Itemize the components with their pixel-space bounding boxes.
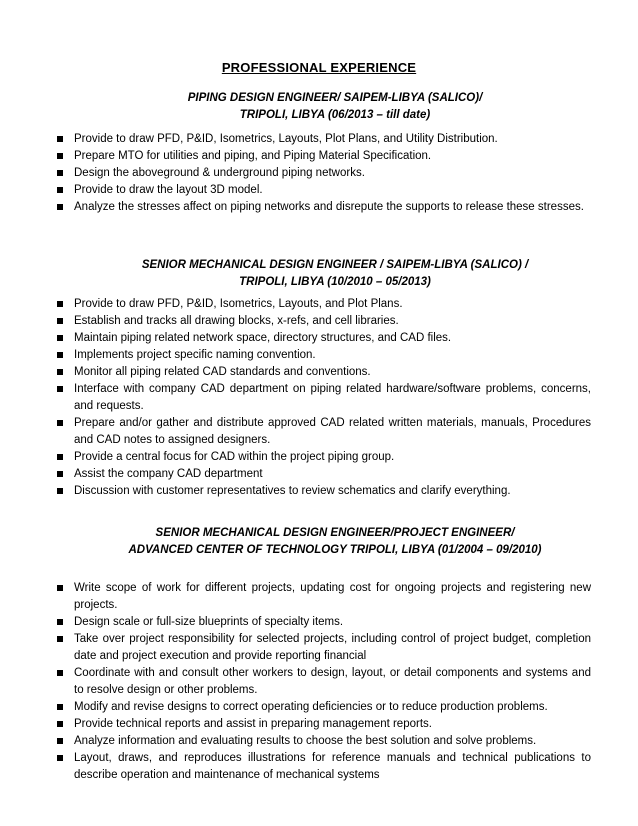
job-heading-3 [40, 525, 630, 559]
list-item: Design scale or full-size blueprints of specialty items. [56, 614, 591, 631]
square-bullet-icon [57, 153, 63, 159]
square-bullet-icon [57, 136, 63, 142]
square-bullet-icon [57, 335, 63, 341]
job-title-line2: TRIPOLI, LIBYA (10/2010 – 05/2013) [239, 276, 431, 288]
job-heading-2 [40, 257, 630, 291]
square-bullet-icon [57, 721, 63, 727]
list-item: Write scope of work for different projects, updating cost for ongoing projects and registering new projects. [56, 580, 591, 614]
job-title-line2: ADVANCED CENTER OF TECHNOLOGY TRIPOLI, LIBYA (01/2004 – 09/2010) [128, 544, 542, 556]
list-item: Modify and revise designs to correct operating deficiencies or to reduce production problems. [56, 699, 591, 716]
square-bullet-icon [57, 352, 63, 358]
list-item: Prepare MTO for utilities and piping, and Piping Material Specification. [56, 148, 591, 165]
list-item: Maintain piping related network space, directory structures, and CAD files. [56, 330, 591, 347]
list-item: Analyze the stresses affect on piping networks and disrepute the supports to release these stresses. [56, 199, 591, 216]
list-item: Discussion with customer representatives to review schematics and clarify everything. [56, 483, 591, 500]
square-bullet-icon [57, 420, 63, 426]
list-item: Provide to draw the layout 3D model. [56, 182, 591, 199]
square-bullet-icon [57, 454, 63, 460]
square-bullet-icon [57, 585, 63, 591]
square-bullet-icon [57, 755, 63, 761]
list-item: Design the aboveground & underground piping networks. [56, 165, 591, 182]
square-bullet-icon [57, 204, 63, 210]
list-item: Establish and tracks all drawing blocks, x-refs, and cell libraries. [56, 313, 591, 330]
list-item: Take over project responsibility for selected projects, including control of project budget, completion date and project execution and provide reporting financial [56, 631, 591, 665]
job-title-line1: PIPING DESIGN ENGINEER/ SAIPEM-LIBYA (SALICO)/ [187, 92, 483, 104]
job-title-line1: SENIOR MECHANICAL DESIGN ENGINEER/PROJECT ENGINEER/ [155, 527, 515, 539]
square-bullet-icon [57, 471, 63, 477]
square-bullet-icon [57, 670, 63, 676]
job-3-bullets [56, 580, 591, 784]
list-item: Coordinate with and consult other workers to design, layout, or detail components and systems and to resolve design or other problems. [56, 665, 591, 699]
list-item: Interface with company CAD department on piping related hardware/software problems, concerns, and requests. [56, 381, 591, 415]
list-item: Implements project specific naming convention. [56, 347, 591, 364]
square-bullet-icon [57, 636, 63, 642]
list-item: Analyze information and evaluating results to choose the best solution and solve problems. [56, 733, 591, 750]
job-title-line2: TRIPOLI, LIBYA (06/2013 – till date) [239, 109, 431, 121]
square-bullet-icon [57, 318, 63, 324]
list-item: Provide technical reports and assist in preparing management reports. [56, 716, 591, 733]
list-item: Prepare and/or gather and distribute approved CAD related written materials, manuals, Procedures and CAD notes to assigned designers. [56, 415, 591, 449]
list-item: Assist the company CAD department [56, 466, 591, 483]
square-bullet-icon [57, 301, 63, 307]
job-heading-1 [40, 90, 630, 124]
list-item: Provide to draw PFD, P&ID, Isometrics, Layouts, Plot Plans, and Utility Distribution. [56, 131, 591, 148]
square-bullet-icon [57, 704, 63, 710]
job-1-bullets [56, 131, 591, 216]
square-bullet-icon [57, 488, 63, 494]
job-title-line1: SENIOR MECHANICAL DESIGN ENGINEER / SAIPEM-LIBYA (SALICO) / [141, 259, 529, 271]
list-item: Provide to draw PFD, P&ID, Isometrics, Layouts, and Plot Plans. [56, 296, 591, 313]
list-item: Monitor all piping related CAD standards and conventions. [56, 364, 591, 381]
square-bullet-icon [57, 738, 63, 744]
job-2-bullets [56, 296, 591, 500]
square-bullet-icon [57, 386, 63, 392]
list-item: Provide a central focus for CAD within the project piping group. [56, 449, 591, 466]
square-bullet-icon [57, 369, 63, 375]
square-bullet-icon [57, 187, 63, 193]
square-bullet-icon [57, 619, 63, 625]
section-title: PROFESSIONAL EXPERIENCE [221, 60, 417, 75]
square-bullet-icon [57, 170, 63, 176]
list-item: Layout, draws, and reproduces illustrations for reference manuals and technical publications to describe operation and maintenance of mechanical systems [56, 750, 591, 784]
